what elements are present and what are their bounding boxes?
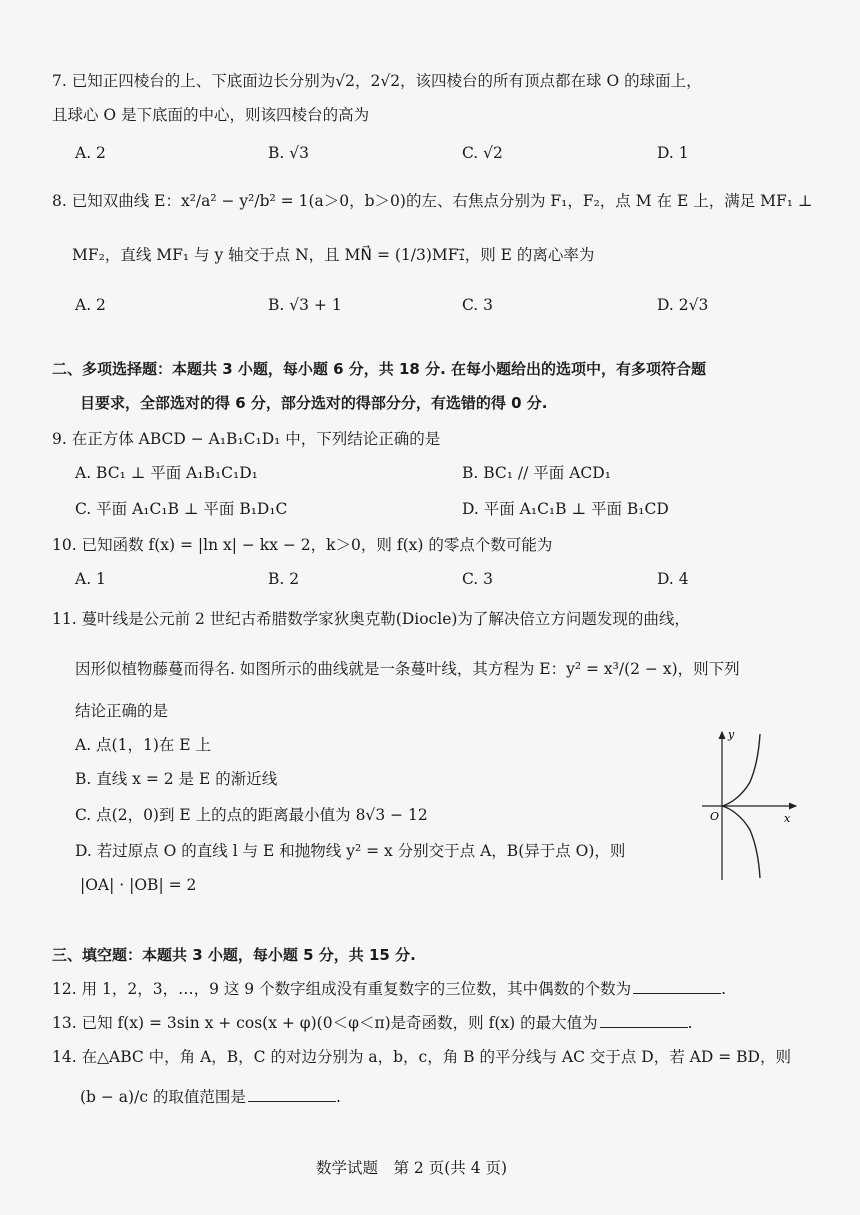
q11-option-b: B. 直线 x = 2 是 E 的渐近线 xyxy=(75,770,278,788)
section2-heading-line1: 二、多项选择题：本题共 3 小题，每小题 6 分，共 18 分. 在每小题给出的选项中，有多项符合题 xyxy=(52,360,707,378)
q10-option-c: C. 3 xyxy=(462,570,494,588)
curve-upper xyxy=(722,734,760,806)
q10-option-d: D. 4 xyxy=(657,570,689,588)
q14-stem-line1: 14. 在△ABC 中，角 A，B，C 的对边分别为 a，b，c，角 B 的平分线与 AC 交于点 D，若 AD = BD，则 xyxy=(52,1048,791,1066)
q7-stem-line2: 且球心 O 是下底面的中心，则该四棱台的高为 xyxy=(52,106,370,124)
x-axis-label: x xyxy=(784,812,791,825)
q9-stem: 9. 在正方体 ABCD − A₁B₁C₁D₁ 中，下列结论正确的是 xyxy=(52,430,441,448)
q8-option-b: B. √3 + 1 xyxy=(268,296,342,314)
q13-text: 13. 已知 f(x) = 3sin x + cos(x + φ)(0＜φ＜π)是奇函数，则 f(x) 的最大值为 xyxy=(52,1014,598,1032)
section3-heading: 三、填空题：本题共 3 小题，每小题 5 分，共 15 分. xyxy=(52,946,416,964)
cissoid-figure xyxy=(698,728,808,888)
q14-stem-line2: (b − a)/c 的取值范围是 . xyxy=(80,1088,341,1106)
q7-option-c: C. √2 xyxy=(462,144,503,162)
q7-option-a: A. 2 xyxy=(75,144,106,162)
q12-stem: 12. 用 1，2，3，…，9 这 9 个数字组成没有重复数字的三位数，其中偶数的个数为 . xyxy=(52,980,727,998)
q7-option-b: B. √3 xyxy=(268,144,309,162)
q11-option-c: C. 点(2，0)到 E 上的点的距离最小值为 8√3 − 12 xyxy=(75,806,428,824)
q11-option-d-line2: |OA| · |OB| = 2 xyxy=(80,876,197,894)
q9-option-d: D. 平面 A₁C₁B ⊥ 平面 B₁CD xyxy=(462,500,669,518)
q12-text: 12. 用 1，2，3，…，9 这 9 个数字组成没有重复数字的三位数，其中偶数的个数为 xyxy=(52,980,632,998)
q11-stem-line2: 因形似植物藤蔓而得名. 如图所示的曲线就是一条蔓叶线，其方程为 E：y² = x³/(2 − x)，则下列 xyxy=(75,660,740,678)
q10-option-a: A. 1 xyxy=(75,570,106,588)
q11-option-a: A. 点(1，1)在 E 上 xyxy=(75,736,212,754)
q8-stem-line1: 8. 已知双曲线 E：x²/a² − y²/b² = 1(a＞0，b＞0)的左、右焦点分别为 F₁，F₂，点 M 在 E 上，满足 MF₁ ⊥ xyxy=(52,192,813,210)
section2-heading-line2: 目要求，全部选对的得 6 分，部分选对的得部分分，有选错的得 0 分. xyxy=(80,394,548,412)
q14-answer-blank[interactable] xyxy=(248,1087,336,1102)
q11-stem-line3: 结论正确的是 xyxy=(75,702,169,720)
q10-stem: 10. 已知函数 f(x) = |ln x| − kx − 2，k＞0，则 f(x) 的零点个数可能为 xyxy=(52,536,553,554)
q12-answer-blank[interactable] xyxy=(633,979,721,994)
q13-stem: 13. 已知 f(x) = 3sin x + cos(x + φ)(0＜φ＜π)是奇函数，则 f(x) 的最大值为 . xyxy=(52,1014,693,1032)
q9-option-c: C. 平面 A₁C₁B ⊥ 平面 B₁D₁C xyxy=(75,500,288,518)
q13-answer-blank[interactable] xyxy=(600,1013,688,1028)
q8-option-a: A. 2 xyxy=(75,296,106,314)
q11-option-d: D. 若过原点 O 的直线 l 与 E 和抛物线 y² = x 分别交于点 A，B(异于点 O)，则 xyxy=(75,842,626,860)
q10-option-b: B. 2 xyxy=(268,570,300,588)
y-axis-label: y xyxy=(728,728,735,741)
q7-option-d: D. 1 xyxy=(657,144,689,162)
q11-stem-line1: 11. 蔓叶线是公元前 2 世纪古希腊数学家狄奥克勒(Diocle)为了解决倍立方问题发现的曲线， xyxy=(52,610,690,628)
q7-stem-line1: 7. 已知正四棱台的上、下底面边长分别为√2，2√2，该四棱台的所有顶点都在球 O 的球面上， xyxy=(52,72,702,90)
q9-option-b: B. BC₁ // 平面 ACD₁ xyxy=(462,464,611,482)
page-footer: 数学试题 第 2 页(共 4 页) xyxy=(316,1159,508,1177)
q8-option-c: C. 3 xyxy=(462,296,494,314)
q8-stem-line2: MF₂，直线 MF₁ 与 y 轴交于点 N，且 MN⃗ = (1/3)MF₁⃗，则 E 的离心率为 xyxy=(72,246,595,264)
curve-lower xyxy=(722,806,760,878)
q14-text: (b − a)/c 的取值范围是 xyxy=(80,1088,246,1106)
origin-label: O xyxy=(710,810,720,823)
q9-option-a: A. BC₁ ⊥ 平面 A₁B₁C₁D₁ xyxy=(75,464,258,482)
q8-option-d: D. 2√3 xyxy=(657,296,709,314)
